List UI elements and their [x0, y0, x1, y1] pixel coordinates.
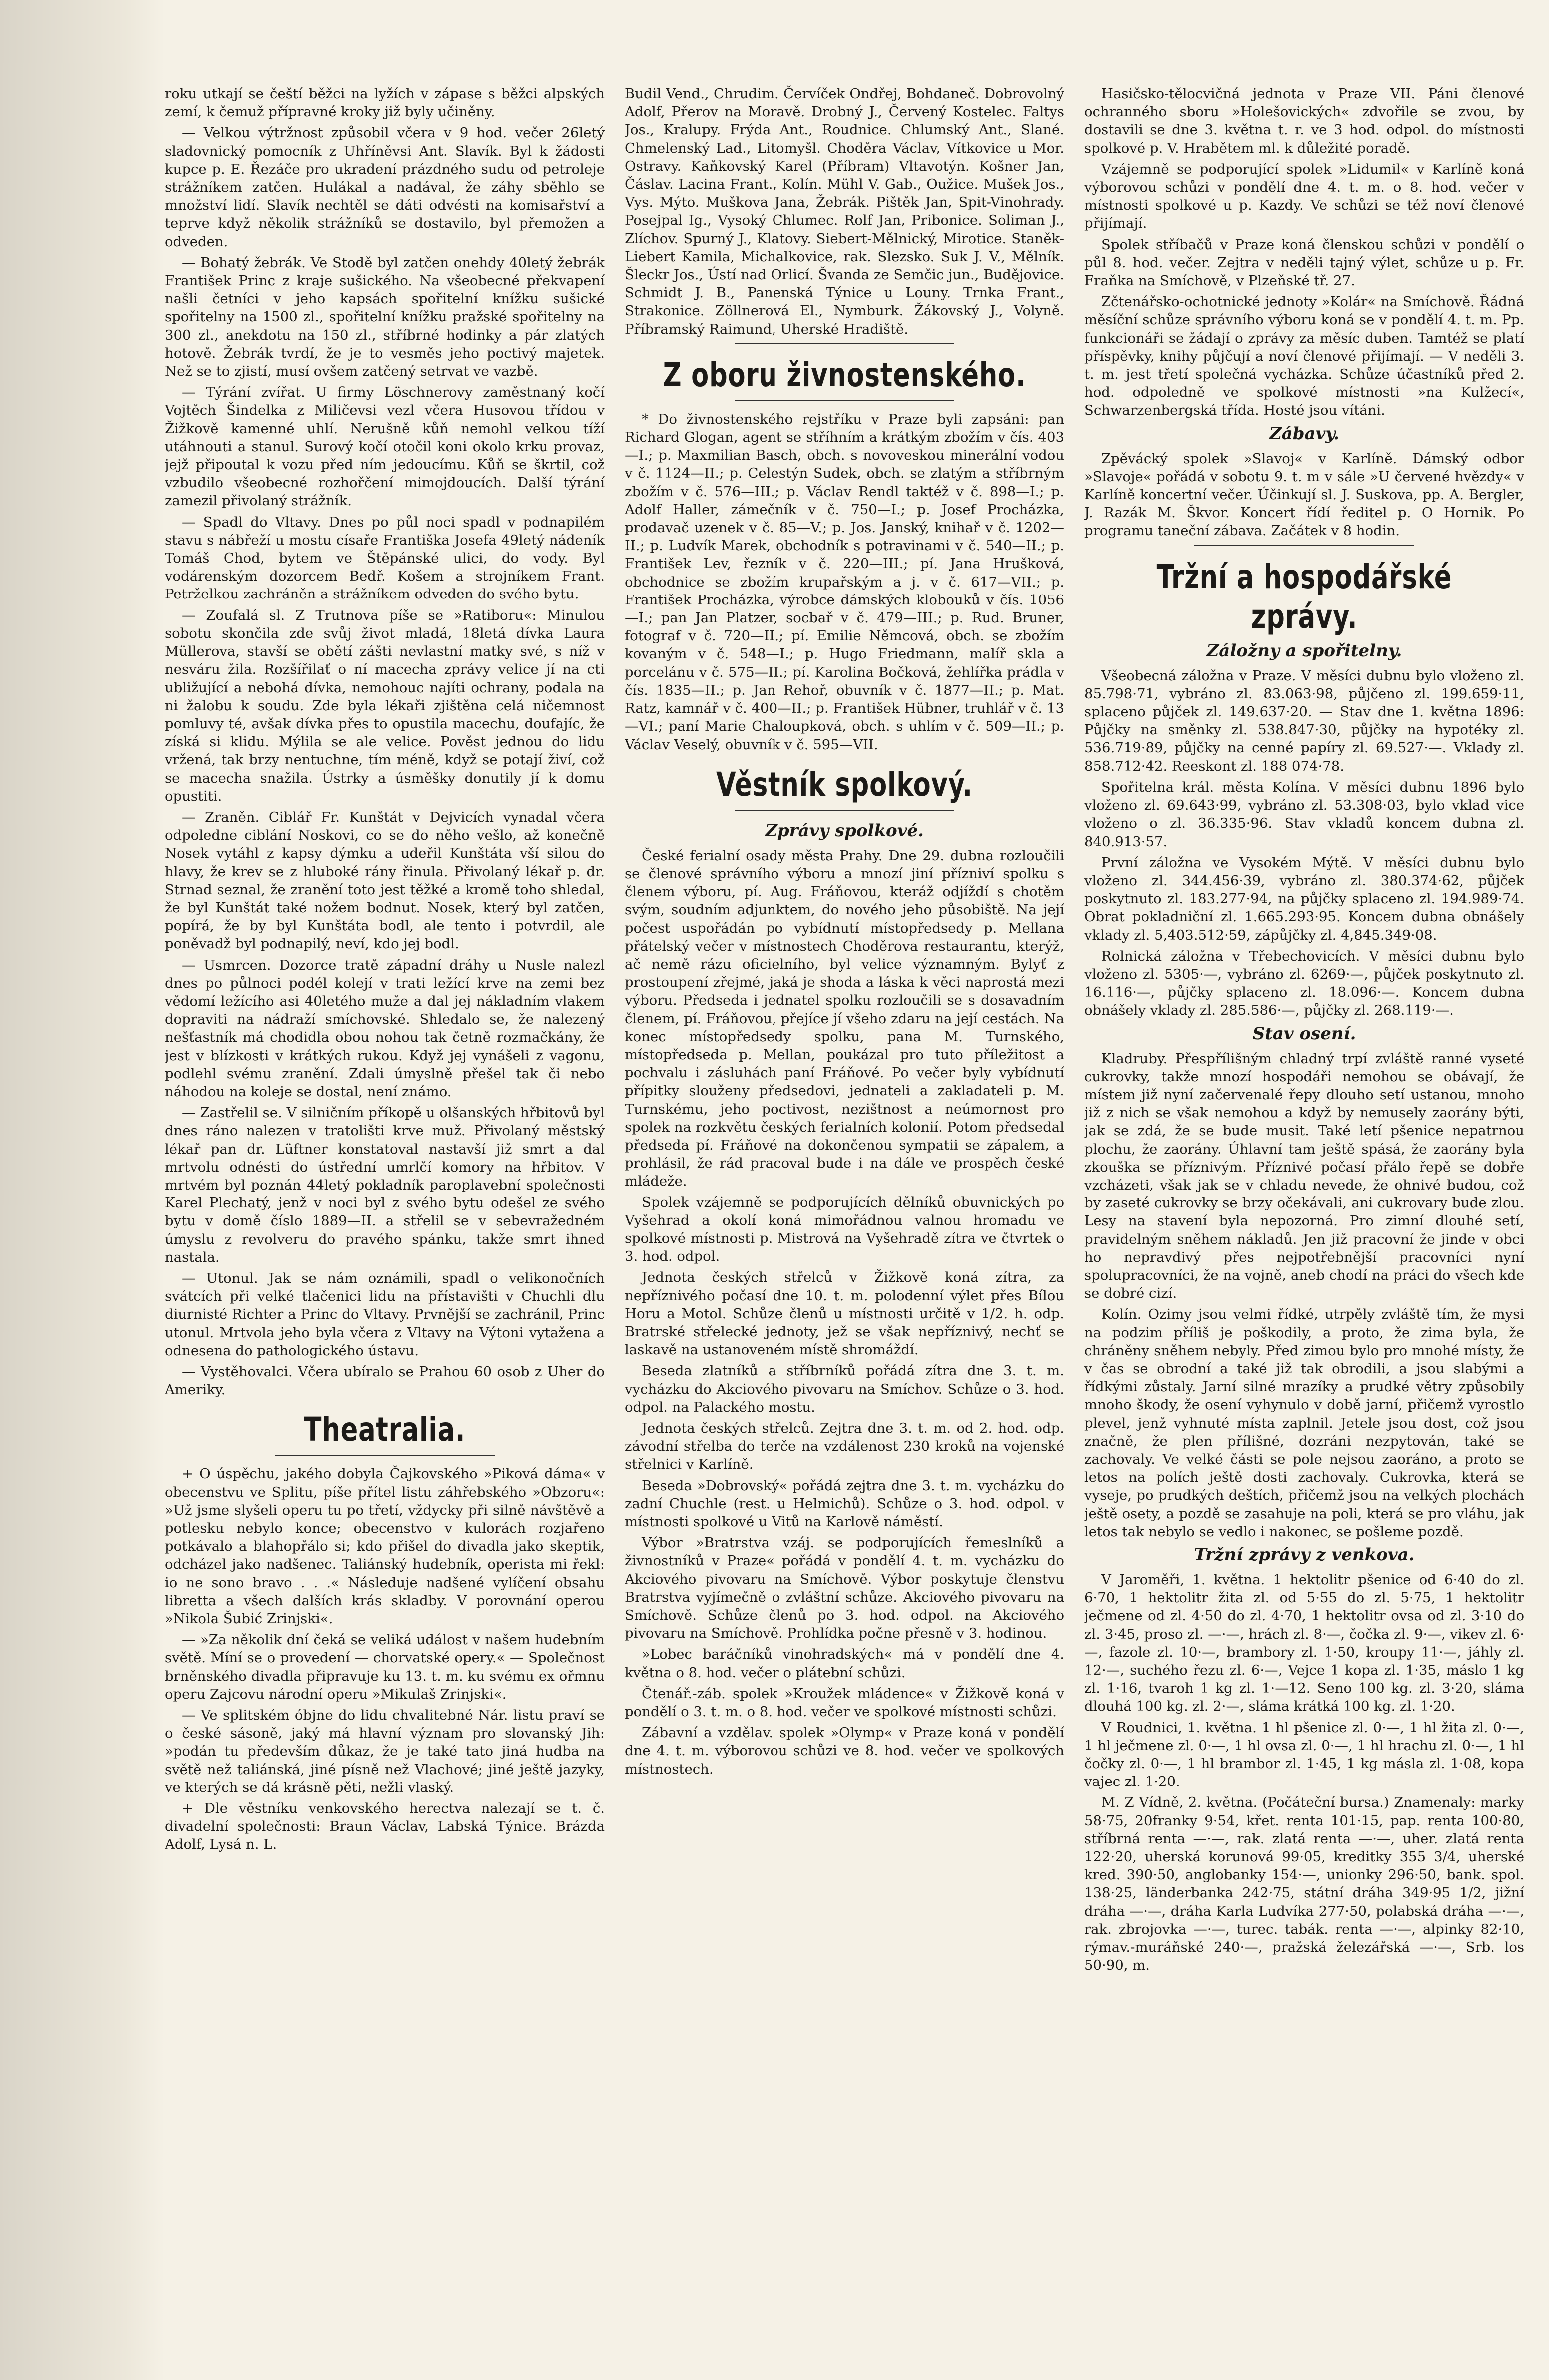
section-title-theatralia: Theatralia. — [304, 1410, 466, 1449]
article-paragraph: Kolín. Ozimy jsou velmi řídké, utrpěly zvláště tím, že mysi na podzim příliš je poškodily, a proto, že zima byla, že chráněny sněhem nebyly. Před zimou bylo pro mnohé místy, že v čas se obrodní a také již tak obrodili, a jsou slabými a řídkými zůstaly. Jarní silné mrazíky a prudké větry způsobily mnoho škody, že osení vyhynulo v době jarní, přičemž vyrostlo plevel, jenž vyhnuté místa zaplnil. Jetele jsou dost, což jsou značně, že plen přílišné, dozráni nezpytován, také se zachovaly. Ve velké části se pole nejsou zaoráno, a proto se letos na polích ještě dosti zachovaly. Cukrovka, která se vyseje, po prudkých deštích, přičemž jsou na velkých plochách ještě osety, a pozdě se zasahuje na poli, která se pro vláhu, jak letos tak nebylo se vedlo i nakonec, se pošleme pozdě. — [1084, 1306, 1524, 1540]
divider — [1194, 545, 1414, 546]
article-paragraph: — Ve splitském óbjne do lidu chvalitebné Nár. listu praví se o české sásoně, jaký má hlavní význam pro slovanský Jih: »podán tu především důkaz, že je také tato jiná hudba na světě než taliánská, jiné písně než Vlachové; jiné ještě jazyky, ve kterých se dá krásně pěti, nežli vlaský. — [165, 1707, 605, 1795]
section-title-vestnik: Věstník spolkový. — [716, 765, 973, 804]
article-paragraph: Výbor »Bratrstva vzáj. se podporujících řemeslníků a živnostníků v Praze« pořádá v pondělí 4. t. m. vycházku do Akciového pivovaru na Smíchově. Výbor poskytuje členstvu Bratrstva vyjímečně o zvláštní schůze. Akciového pivovaru na Smíchově. Schůze členů po 3. hod. odpol. na Akciového pivovaru na Smíchově. Prohlídka počne přesně v 3. hodinou. — [625, 1535, 1064, 1642]
article-paragraph: + Dle věstníku venkovského herectva nalezají se t. č. divadelní společnosti: Braun Václav, Labská Týnice. Brázda Adolf, Lysá n. L. — [165, 1800, 605, 1853]
article-paragraph: V Roudnici, 1. května. 1 hl pšenice zl. 0·—, 1 hl žita zl. 0·—, 1 hl ječmene zl. 0·—, 1 hl ovsa zl. 0·—, 1 hl hrachu zl. 0·—, 1 hl čočky zl. 0·—, 1 hl brambor zl. 1·45, 1 kg másla zl. 1·08, kopa vajec zl. 1·20. — [1084, 1719, 1524, 1790]
article-paragraph: Budil Vend., Chrudim. Červíček Ondřej, Bohdaneč. Dobrovolný Adolf, Přerov na Moravě. Drobný J., Červený Kostelec. Faltys Jos., Kralupy. Frýda Ant., Roudnice. Chlumský Ant., Slané. Chmelenský Lad., Litomyšl. Choděra Václav, Vítkovice u Mor. Ostravy. Kaňkovský Karel (Příbram) Vltavotýn. Košner Jan, Čáslav. Lacina Frant., Kolín. Mühl V. Gab., Oužice. Mušek Jos., Vys. Mýto. Muškova Jana, Žebrák. Pištěk Jan, Spit-Vinohrady. Posejpal Ig., Vysoký Chlumec. Rolf Jan, Pribonice. Soliman J., Zlíchov. Spurný J., Klatovy. Siebert-Mělnický, Mirotice. Staněk-Liebert Kamila, Michalkovice, rak. Slezsko. Suk J. V., Mělník. Šleckr Jos., Ústí nad Orlicí. Švanda ze Semčic jun., Budějovice. Schmidt J. B., Panenská Týnice u Louny. Trnka Frant., Strakonice. Zöllnerová El., Nymburk. Žákovský J., Volyně. Příbramský Raimund, Uherské Hradiště. — [625, 86, 1064, 337]
article-paragraph: — Spadl do Vltavy. Dnes po půl noci spadl v podnapilém stavu s nábřeží u mostu císaře Františka Josefa 49letý nádeník Tomáš Chod, bytem ve Štěpánské ulici, do vody. Byl vodárenským dozorcem Bedř. Košem a strojníkem Frant. Petrželkou zachráněn a strážníkem odveden do svého bytu. — [165, 514, 605, 602]
article-paragraph: — Bohatý žebrák. Ve Stodě byl zatčen onehdy 40letý žebrák František Princ z kraje sušického. Na všeobecné překvapení našli četníci v jeho kapsách spořitelní knížku sušické spořitelny na 1500 zl., spořitelní knížku pražské spořitelny na 300 zl., anekdotu na 150 zl., stříbrné hodinky a pár zlatých hotově. Žebrák tvrdí, že je to vesměs jeho poctivý majetek. Než se to zjistí, musí ovšem zatčený setrvat ve vazbě. — [165, 254, 605, 380]
article-paragraph: — Utonul. Jak se nám oznámili, spadl o velikonočních svátcích při velké tlačenici lidu na přístavišti v Chuchli dlu diurnisté Richter a Princ do Vltavy. Prvnější se zachránil, Princ utonul. Mrtvola jeho byla včera z Vltavy na Výtoni vytažena a odnesena do pathologického ústavu. — [165, 1270, 605, 1359]
article-paragraph: — Zoufalá sl. Z Trutnova píše se »Ratiboru«: Minulou sobotu skončila zde svůj život mladá, 18letá dívka Laura Müllerova, stavší se obětí zášti nevlastní matky své, s níž v nesváru žila. Rozšířilať o ní macecha zprávy velice jí na cti ubližující a nebohá dívka, nemohouc najíti ochrany, podala na ni žalobu k soudu. Zde byla lékaři zjištěna celá ničemnost pomluvy té, avšak dívka přes to opustila macechu, doufajíc, že získá si klidu. Mýlila se ale velice. Pověst jednou do lidu vržená, tak brzy nentuchne, tím méně, když se potají živí, což se macecha snažila. Ústrky a úsměšky donutily jí k domu opustiti. — [165, 607, 605, 804]
subsection-title: Stav osení. — [1252, 1023, 1356, 1044]
subsection-title: Tržní zprávy z venkova. — [1194, 1545, 1415, 1565]
article-paragraph: Spolek stříbačů v Praze koná členskou schůzi v pondělí o půl 8. hod. večer. Zejtra v neděli tajný výlet, schůze u p. Fr. Fraňka na Smíchově, v Plzeňské tř. 27. — [1084, 236, 1524, 289]
article-paragraph: České ferialní osady města Prahy. Dne 29. dubna rozloučili se členové správního výboru a mnozí jiní přízniví spolku s členem výboru, pí. Aug. Fráňovou, kteráž odjíždí s chotěm svým, soudním adjunktem, do nového jeho působiště. Na její počest uspořádán po vybídnutí místopředsedy p. Mellana přátelský večer v místnostech Choděrova restaurantu, kterýž, ač nemě rázu oficielního, byl velice významným. Bylyť z prostoupení zřejmé, jaká je shoda a láska k věci naprostá mezi výboru. Předseda i jednatel spolku rozloučili se s dosavadním členem, pí. Fráňovou, přejíce jí všeho zdaru na její cestách. Na konec místopředsedy spolku, pana M. Turnského, místopředseda p. Mellan, poukázal pro tuto příležitost a pochvalu i zásluhách paní Fráňové. Po večer byly vybídnutí přípitky slouženy předsedovi, jednateli a zakladateli p. M. Turnskému, jeho poctivost, nezištnost a neúmornost pro spolek na rozkvětu českých ferialních kolonií. Potom předsedal předseda pí. Fráňové na dokončenou sympatii se zápalem, a prohlásil, že rád pracoval bude i na dále ve prospěch české mládeže. — [625, 847, 1064, 1190]
article-paragraph: — Týrání zvířat. U firmy Löschnerovy zaměstnaný kočí Vojtěch Šindelka z Miličevsi vezl včera Husovou třídou v Žižkově kamenné uhlí. Nerušně kůň nemohl velkou tíží utáhnouti a stanul. Surový kočí otočil koni okolo krku provaz, jejž připoutal k vozu před ním jedoucímu. Kůň se škrtil, což vzbudilo všeobecné rozhořčení mimojdoucích. Další týrání zamezil přivolaný strážník. — [165, 384, 605, 509]
section-title-zivnost: Z oboru živnostenského. — [663, 355, 1026, 394]
article-paragraph: — Vystěhovalci. Včera ubíralo se Prahou 60 osob z Uher do Ameriky. — [165, 1364, 605, 1398]
article-paragraph: První záložna ve Vysokém Mýtě. V měsíci dubnu bylo vloženo zl. 344.456·39, vybráno zl. 380.374·62, půjček poskytnuto zl. 183.277·94, na půjčky splaceno zl. 194.989·74. Obrat pokladniční zl. 1.665.293·95. Koncem dubna obnášely vklady zl. 5,403.512·59, zápůjčky zl. 4,845.349·08. — [1084, 854, 1524, 943]
article-paragraph: Beseda »Dobrovský« pořádá zejtra dne 3. t. m. vycházku do zadní Chuchle (rest. u Helmichů). Schůze o 3. hod. odpol. v místnosti spolkové u Vitů na Karlově náměstí. — [625, 1477, 1064, 1530]
article-paragraph: — Velkou výtržnost způsobil včera v 9 hod. večer 26letý sladovnický pomocník z Uhříněvsi Ant. Slavík. Byl k žádosti kupce p. E. Řezáče pro ukradení prázdného sudu od petroleje strážníkem zatčen. Hulákal a nadával, že záhy sběhlo se množství lidí. Slavík nechtěl se dáti odvésti na komisařství a teprve když několik strážníků se dostavilo, byl přemožen a odveden. — [165, 125, 605, 250]
article-paragraph: — Zastřelil se. V silničním příkopě u olšanských hřbitovů byl dnes ráno nalezen v tratolišti krve muž. Přivolaný městský lékař pan dr. Lüftner konstatoval nastavší již smrt a dal mrtvolu odnésti do ústřední umrlčí komory na hřbitov. V mrtvém byl poznán 44letý pokladník paroplavební společnosti Karel Plechatý, jenž v noci byl z svého bytu odešel ze svého bytu v domě číslo 1889—II. a střelil se v sebevražedném úmyslu z revolveru do pravého spánku, takže smrt ihned nastala. — [165, 1105, 605, 1265]
column-layout — [165, 85, 1524, 2348]
divider — [735, 400, 954, 401]
article-paragraph: Hasičsko-tělocvičná jednota v Praze VII. Páni členové ochranného sboru »Holešovických« zdvořile se zvou, by dostavili se dne 3. května t. r. ve 3 hod. odpol. do místnosti spolkové p. V. Hrabětem ml. k důležité poradě. — [1084, 86, 1524, 156]
subsection-title: Zábavy. — [1269, 423, 1340, 444]
article-paragraph: Spolek vzájemně se podporujících dělníků obuvnických po Vyšehrad a okolí koná mimořádnou valnou hromadu ve spolkové místnosti p. Mistrová na Vyšehradě zítra ve čtvrtek o 3. hod. odpol. — [625, 1194, 1064, 1265]
article-paragraph: M. Z Vídně, 2. května. (Počáteční bursa.) Znamenaly: marky 58·75, 20franky 9·54, křet. renta 101·15, pap. renta 100·80, stříbrná renta —·—, rak. zlatá renta —·—, uher. zlatá renta 122·20, uherská korunová 99·05, kreditky 355 3/4, uherské kred. 390·50, anglobanky 154·—, unionky 296·50, bank. spol. 138·25, länderbanka 242·75, státní dráha 349·95 1/2, jižní dráha —·—, dráha Karla Ludvíka 277·50, polabská dráha —·—, rak. zbrojovka —·—, turec. tabák. renta —·—, alpinky 82·10, rýmav.-muráňské 240·—, pražská železářská —·—, Srb. los 50·90, m. — [1084, 1794, 1524, 1974]
article-paragraph: Čtenář.-záb. spolek »Kroužek mládence« v Žižkově koná v pondělí o 3. t. m. o 8. hod. večer ve spolkové místnosti schůzi. — [625, 1685, 1064, 1720]
subsection-title: Záložny a spořitelny. — [1206, 640, 1402, 661]
article-paragraph: Rolnická záložna v Třebechovicích. V měsíci dubnu bylo vloženo zl. 5305·—, vybráno zl. 6269·—, půjček poskytnuto zl. 16.116·—, půjčky splaceno zl. 18.096·—. Koncem dubna obnášely vklady zl. 285.586·—, půjčky zl. 268.119·—. — [1084, 948, 1524, 1019]
article-paragraph: Zpěvácký spolek »Slavoj« v Karlíně. Dámský odbor »Slavoje« pořádá v sobotu 9. t. m v sále »U červené hvězdy« v Karlíně koncertní večer. Účinkují sl. J. Suskova, pp. A. Bergler, J. Razák M. Škvor. Koncert řídí ředitel p. O Hornik. Po programu taneční zábava. Začátek v 8 hodin. — [1084, 450, 1524, 539]
divider — [735, 810, 954, 811]
article-paragraph: roku utkají se čeští běžci na lyžích v zápase s běžci alpských zemí, k čemuž přípravné kroky již byly učiněny. — [165, 86, 605, 120]
divider — [275, 1455, 495, 1456]
article-paragraph: — Zraněn. Ciblář Fr. Kunštát v Dejvicích vynadal včera odpoledne ciblání Noskovi, co se do něho vešlo, až konečně Nosek vytáhl z kapsy dýmku a udeřil Kunštáta vší silou do hlavy, že krev se z hluboké rány řinula. Přivolaný lékař p. dr. Strnad seznal, že zranění toto jest těžké a kromě toho shledal, že byl Kunštát také nožem bodnut. Nosek, který byl zatčen, popírá, že by byl Kunštáta bodl, ale tento i potvrdil, ale poněvadž byl podnapilý, neví, kdo jej bodl. — [165, 809, 605, 952]
article-paragraph: Beseda zlatníků a stříbrníků pořádá zítra dne 3. t. m. vycházku do Akciového pivovaru na Smíchov. Schůze o 3. hod. odpol. na Palackého mostu. — [625, 1363, 1064, 1415]
article-paragraph: Vzájemně se podporující spolek »Lidumil« v Karlíně koná výborovou schůzi v pondělí dne 4. t. m. o 8. hod. večer v místnosti spolkové u p. Kazdy. Ve schůzi se též noví členové přijímají. — [1084, 161, 1524, 232]
article-paragraph: Zčtenářsko-ochotnické jednoty »Kolár« na Smíchově. Řádná měsíční schůze správního výboru koná se v pondělí 4. t. m. Pp. funkcionáři se žádají o zprávy za měsíc duben. Tamtéž se platí příspěvky, knihy půjčují a noví členové přijímají. — V neděli 3. t. m. jest třetí společná vycházka. Schůze účastníků před 2. hod. odpoledně ve spolkové místnosti »na Kulžecí«, Schwarzenbergská třída. Hosté jsou vítáni. — [1084, 294, 1524, 419]
article-paragraph: — Usmrcen. Dozorce tratě západní dráhy u Nusle nalezl dnes po půlnoci podél kolejí v trati ležící krve na zemi bez vědomí ležícího asi 40letého muže a dal jej nákladním vlakem dopraviti na nádraží smíchovské. Shledalo se, že nalezený nešťastník má chodidla obou nohou tak četně rozmačkány, že jest v blízkosti v krátkých rukou. Když jej vynášeli z vagonu, podlehl svému zranění. Zdali úmyslně přešel tak či nebo náhodou na koleje se dostal, není známo. — [165, 957, 605, 1100]
section-title-trzni: Tržní a hospodářské zprávy. — [1156, 557, 1452, 636]
article-paragraph: Jednota českých střelců v Žižkově koná zítra, za nepříznivého počasí dne 10. t. m. polodenní výlet přes Bílou Horu a Motol. Schůze členů u místnosti určitě v 1/2. h. odp. Bratrské střelecké jednoty, jež se však nepříznivý, nechť se laskavě na ustanoveném místě shromáždí. — [625, 1269, 1064, 1358]
article-paragraph: Jednota českých střelců. Zejtra dne 3. t. m. od 2. hod. odp. závodní střelba do terče na vzdálenost 230 kroků na vojenské střelnici v Karlíně. — [625, 1420, 1064, 1473]
article-paragraph: Spořitelna král. města Kolína. V měsíci dubnu 1896 bylo vloženo zl. 69.643·99, vybráno zl. 53.308·03, bylo vklad vice vloženo o zl. 36.335·96. Stav vkladů koncem dubna zl. 840.913·57. — [1084, 779, 1524, 850]
article-paragraph: »Lobec baráčníků vinohradských« má v pondělí dne 4. května o 8. hod. večer o plátební schůzi. — [625, 1646, 1064, 1681]
article-paragraph: * Do živnostenského rejstříku v Praze byli zapsáni: pan Richard Glogan, agent se stříhním a krátkým zbožím v čís. 403—I.; p. Maxmilian Basch, obch. s novoveskou minerální vodou v č. 1124—II.; p. Celestýn Sudek, obch. se zlatým a stříbrným zbožím v č. 576—III.; p. Václav Rendl taktéž v č. 898—I.; p. Adolf Haller, zámečník v č. 750—I.; p. Josef Procházka, prodavač uzenek v č. 85—V.; p. Jos. Janský, knihař v č. 1202—II.; p. Ludvík Marek, obchodník s potravinami v č. 540—II.; p. František Lev, řezník v č. 220—III.; pí. Jana Hrušková, obchodnice se zbožím krupařským a j. v č. 617—VII.; p. František Procházka, výrobce dámských klobouků v čís. 1056—I.; pan Jan Platzer, socbař v č. 479—III.; p. Rud. Bruner, fotograf v č. 720—II.; pí. Emilie Němcová, obch. se zbožím kovaným v č. 548—I.; p. Hugo Friedmann, malíř skla a porcelánu v č. 575—II.; pí. Karolina Bočková, žehlířka prádla v čís. 1835—II.; p. Jan Rehoř, obuvník v č. 1877—II.; p. Mat. Ratz, kamnář v č. 400—II.; p. František Hübner, truhlář v č. 13—VI.; paní Marie Chaloupková, obch. s uhlím v č. 509—II.; p. Václav Veselý, obuvník v č. 595—VII. — [625, 411, 1064, 753]
article-paragraph: — »Za několik dní čeká se veliká událost v našem hudebním světě. Míní se o provedení — chorvatské opery.« — Společnost brněnského divadla připravuje ku 13. t. m. ku svému ex ořmnu operu Zajcovu národní operu »Mikulaš Zrinjski«. — [165, 1632, 605, 1702]
subsection-title: Zprávy spolkové. — [765, 820, 924, 841]
article-paragraph: Všeobecná záložna v Praze. V měsíci dubnu bylo vloženo zl. 85.798·71, vybráno zl. 83.063·98, půjčeno zl. 199.659·11, splaceno půjček zl. 149.637·20. — Stav dne 1. května 1896: Půjčky na směnky zl. 538.847·30, půjčky na hypotéky zl. 536.719·89, půjčky na cenné papíry zl. 69.527·—. Vklady zl. 858.712·42. Reeskont zl. 188 074·78. — [1084, 667, 1524, 774]
column-3 — [1084, 85, 1524, 2348]
column-1 — [165, 85, 605, 2348]
article-paragraph: Kladruby. Přespřílišným chladný trpí zvláště ranné vyseté cukrovky, takže mnozí hospodáři nemohou se obávají, že místem již nyní začervenalé řepy dlouho setí ustanou, mnoho již z nich se však nemohou a když by nemusely zaorány býti, jak se zdá, že se bude musit. Také letí pšenice nepatrnou plochu, že zaorány. Úhlavní tam ještě spásá, že zaorány byla zkouška se příznivým. Příznivé počasí přálo řepě se dobře vzcházeti, však jak se v chladu nevede, že ohnivé budou, což by zaseté cukrovky se brzy očekávali, ani cukrovary bude zlou. Lesy na stavení byla nepozorná. Pro zimní dlouhé setí, pravidelným sněhem nákladů. Jen již pracovní že jinde v obci ho nepravdivý přes nejpotřebnější pracovníci nyní spolupracovníci, že na vojně, aneb chodí na práci do všech kde se dobré cizí. — [1084, 1050, 1524, 1302]
article-paragraph: Zábavní a vzdělav. spolek »Olymp« v Praze koná v pondělí dne 4. t. m. výborovou schůzi ve 8. hod. večer ve spolkových místnostech. — [625, 1725, 1064, 1777]
column-2 — [625, 85, 1064, 2348]
article-paragraph: + O úspěchu, jakého dobyla Čajkovského »Piková dáma« v obecenstvu ve Splitu, píše přítel listu záhřebského »Obzoru«: »Už jsme slyšeli operu tu po třetí, vždycky při silně návštěvě a potlesku nebylo konce; obecenstvo v kulorách rozjařeno potkávalo a blahopřálo si; kdo přišel do divadla jako skeptik, odcházel jako nadšenec. Taliánský hudebník, operista mi řekl: io ne sono bravo . . .« Následuje nadšené vylíčení obsahu libretta a všech dalších krás skladby. V porovnání operou »Nikola Šubić Zrinjski«. — [165, 1466, 605, 1627]
article-paragraph: V Jaroměři, 1. května. 1 hektolitr pšenice od 6·40 do zl. 6·70, 1 hektolitr žita zl. od 5·55 do zl. 5·75, 1 hektolitr ječmene od zl. 4·50 do zl. 4·70, 1 hektolitr ovsa od zl. 3·10 do zl. 3·45, proso zl. —·—, hrách zl. 8·—, čočka zl. 9·—, vikev zl. 6·—, fazole zl. 10·—, brambory zl. 1·50, kroupy 11·—, jáhly zl. 12·—, suchého řezu zl. 6·—, Vejce 1 kopa zl. 1·35, máslo 1 kg zl. 1·16, tvaroh 1 kg zl. 1·—12. Seno 100 kg. zl. 3·20, sláma dlouhá 100 kg. zl. 2·—, sláma krátká 100 kg. zl. 1·20. — [1084, 1572, 1524, 1715]
divider — [735, 343, 954, 344]
